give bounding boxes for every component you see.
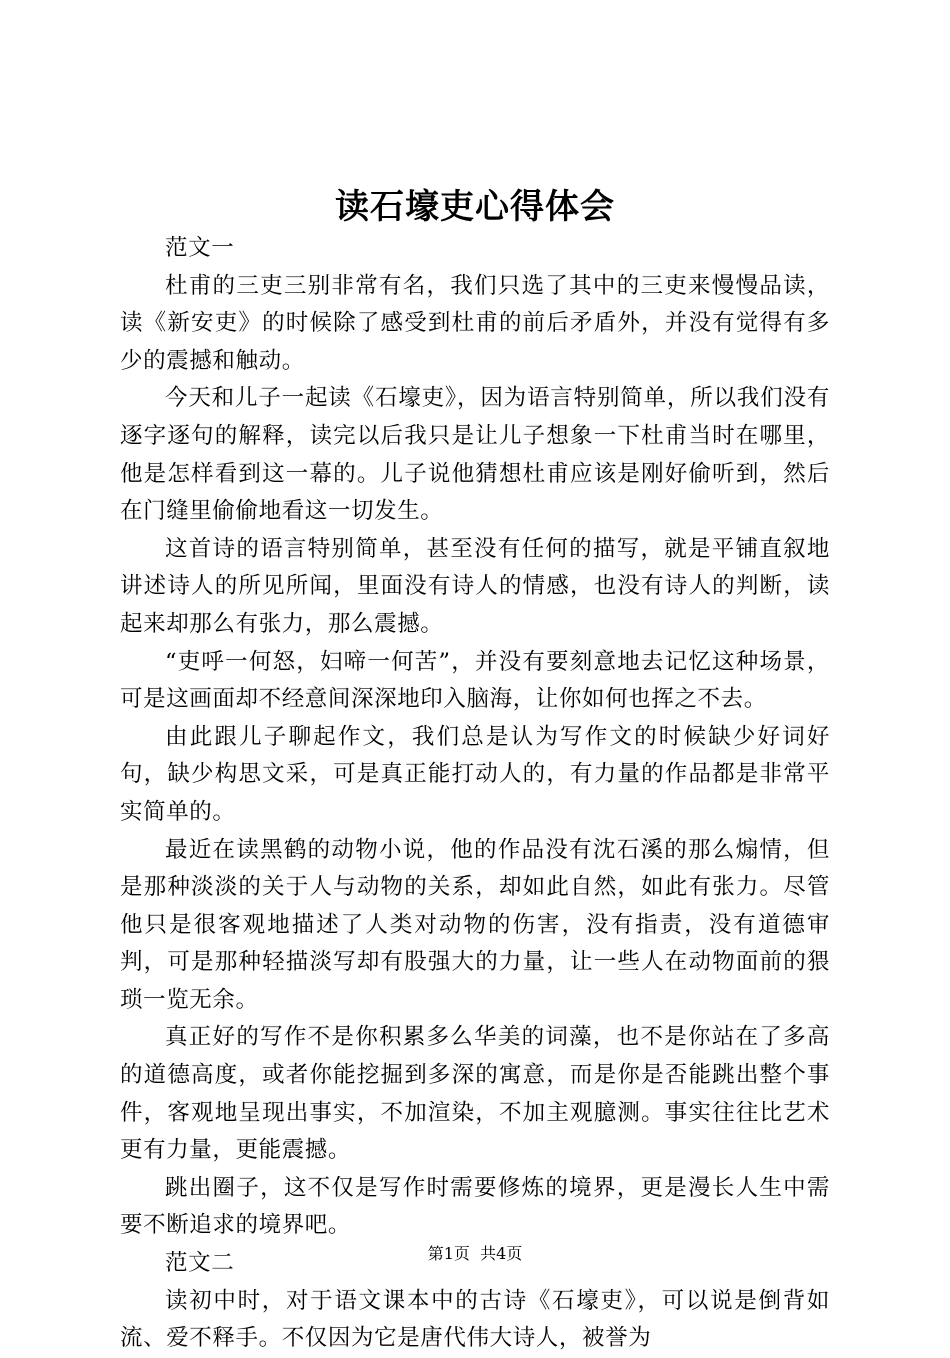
paragraph: “吏呼一何怒，妇啼一何苦”，并没有要刻意地去记忆这种场景，可是这画面却不经意间深深地印入脑海，让你如何也挥之不去。 [120, 648, 830, 713]
document-body [120, 230, 830, 1358]
page-footer [0, 1242, 950, 1266]
paragraph: 最近在读黑鹤的动物小说，他的作品没有沈石溪的那么煽情，但是那种淡淡的关于人与动物的关系，却如此自然，如此有张力。尽管他只是很客观地描述了人类对动物的伤害，没有指责，没有道德审判，可是那种轻描淡写却有股强大的力量，让一些人在动物面前的猥琐一览无余。 [120, 836, 830, 1013]
paragraph: 这首诗的语言特别简单，甚至没有任何的描写，就是平铺直叙地讲述诗人的所见所闻，里面没有诗人的情感，也没有诗人的判断，读起来却那么有张力，那么震撼。 [120, 535, 830, 637]
paragraph: 真正好的写作不是你积累多么华美的词藻，也不是你站在了多高的道德高度，或者你能挖掘到多深的寓意，而是你是否能跳出整个事件，客观地呈现出事实，不加渲染，不加主观臆测。事实往往比艺术更有力量，更能震撼。 [120, 1024, 830, 1164]
paragraph-heading-2: 范文二 [165, 1250, 235, 1277]
paragraph: 读初中时，对于语文课本中的古诗《石壕吏》，可以说是倒背如流、爱不释手。不仅因为它是唐代伟大诗人，被誉为 [120, 1287, 830, 1352]
page-number: 第1页 共4页 [427, 1244, 523, 1263]
paragraph: 杜甫的三吏三别非常有名，我们只选了其中的三吏来慢慢品读，读《新安吏》的时候除了感受到杜甫的前后矛盾外，并没有觉得有多少的震撼和触动。 [120, 272, 830, 374]
document-title: 读石壕吏心得体会 [335, 187, 615, 227]
paragraph: 跳出圈子，这不仅是写作时需要修炼的境界，更是漫长人生中需要不断追求的境界吧。 [120, 1174, 830, 1239]
paragraph: 今天和儿子一起读《石壕吏》，因为语言特别简单，所以我们没有逐字逐句的解释，读完以后我只是让儿子想象一下杜甫当时在哪里，他是怎样看到这一幕的。儿子说他猜想杜甫应该是刚好偷听到，然后在门缝里偷偷地看这一切发生。 [120, 385, 830, 525]
paragraph: 由此跟儿子聊起作文，我们总是认为写作文的时候缺少好词好句，缺少构思文采，可是真正能打动人的，有力量的作品都是非常平实简单的。 [120, 723, 830, 825]
paragraph-heading-1: 范文一 [165, 235, 235, 261]
